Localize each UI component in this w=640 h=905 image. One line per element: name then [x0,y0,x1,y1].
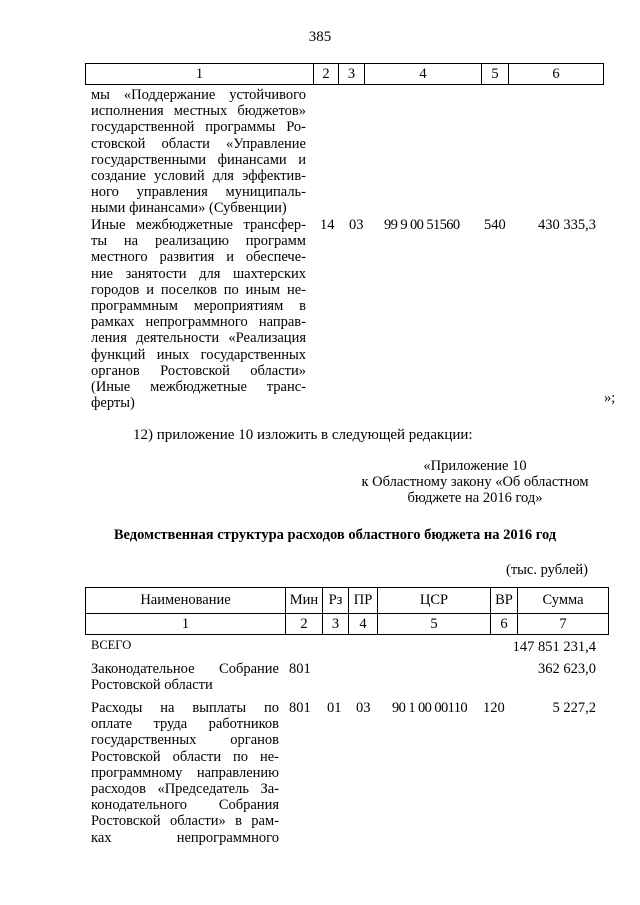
row-ls-name: Законодательное Собрание Ростовской области [91,661,279,694]
colnum-3: 3 [323,614,349,635]
top-row-b-name: Иные межбюджетные трансфер- ты на реализацию программ местного развития и обеспече- ние занятости для шахтерских городов и поселков по иным не- программным мероприятиям в рамках непрограммного направ- ления деятельности «Реализация функций иных государственных органов Ростовской области» (Иные межбюджетные транс- ферты) [91,217,306,412]
closing-quote: »; [604,390,616,406]
colnum-7: 7 [518,614,609,635]
top-row-b-vr: 540 [484,217,506,233]
row-pay-csr: 90 1 00 00110 [392,700,468,716]
header-vr: ВР [491,588,518,614]
colnum-6: 6 [491,614,518,635]
top-row-a-name: мы «Поддержание устойчивого исполнения местных бюджетов» государственной программы Ро- стовской области «Управление государственными финансами и создание условий для эффектив- ного управления муниципаль- ными финансами» (Субвенции) [91,87,306,217]
top-col-2: 2 [314,64,339,85]
top-col-4: 4 [365,64,482,85]
units-label: (тыс. рублей) [506,562,588,578]
row-ls-min: 801 [289,661,311,677]
row-pay-name: Расходы на выплаты по оплате труда работников государственных органов Ростовской области по не- программному направлению расходов «Председатель За- конодательного Собрания Ростовской области» в рам- ках непрограммного [91,700,279,846]
top-col-6: 6 [509,64,604,85]
header-rz: Рз [323,588,349,614]
instruction-text: 12) приложение 10 изложить в следующей редакции: [133,427,473,443]
header-csr: ЦСР [378,588,491,614]
top-row-b-rz: 14 [320,217,335,233]
row-pay-min: 801 [289,700,311,716]
row-pay-sum: 5 227,2 [552,700,596,716]
header-sum: Сумма [518,588,609,614]
top-col-1: 1 [86,64,314,85]
top-row-b-pr: 03 [349,217,364,233]
row-pay-vr: 120 [483,700,505,716]
row-pay-pr: 03 [356,700,371,716]
total-label: ВСЕГО [91,638,132,652]
header-name: Наименование [86,588,286,614]
appendix-reference: «Приложение 10 к Областному закону «Об областном бюджете на 2016 год» [361,458,589,507]
top-col-3: 3 [339,64,365,85]
top-row-b-csr: 99 9 00 51560 [384,217,460,233]
total-sum: 147 851 231,4 [512,639,596,655]
header-min: Мин [286,588,323,614]
page-number: 385 [308,29,332,45]
row-pay-rz: 01 [327,700,342,716]
top-table-header [85,63,604,85]
colnum-5: 5 [378,614,491,635]
header-pr: ПР [349,588,378,614]
row-ls-sum: 362 623,0 [538,661,596,677]
colnum-2: 2 [286,614,323,635]
top-row-b-sum: 430 335,3 [538,217,596,233]
document-title: Ведомственная структура расходов областного бюджета на 2016 год [113,527,557,543]
colnum-4: 4 [349,614,378,635]
top-col-5: 5 [482,64,509,85]
colnum-1: 1 [86,614,286,635]
main-table-header [85,587,609,635]
